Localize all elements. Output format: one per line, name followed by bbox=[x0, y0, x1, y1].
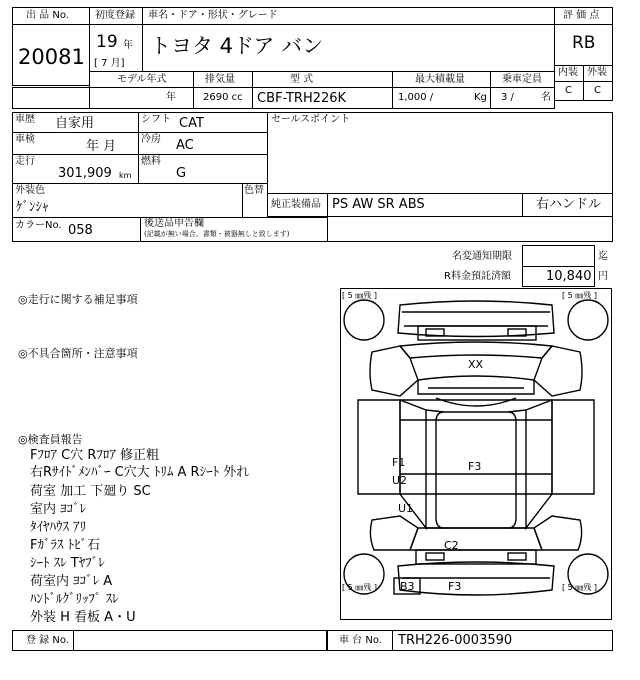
color-no-value: 058 bbox=[68, 223, 93, 238]
displacement-label: 排気量 bbox=[205, 74, 235, 85]
mark-xx: XX bbox=[468, 358, 484, 371]
exterior-label: 外装 bbox=[587, 67, 607, 78]
mileage-unit: km bbox=[119, 171, 132, 180]
first-reg-year: 19 bbox=[96, 32, 118, 52]
report-line: 荷室内 ﾖｺﾞﾚ A bbox=[30, 574, 113, 589]
chassis-label: 車 台 No. bbox=[339, 635, 382, 646]
tire-tread-rear-left: [ 5 ㎜残 ] bbox=[342, 583, 377, 592]
report-line: ｼｰﾄ ｽﾚ Tﾔﾌﾞﾚ bbox=[30, 556, 105, 571]
report-line: 右Rｻｲﾄﾞﾒﾝﾊﾞｰ C穴大 ﾄﾘﾑ A Rｼｰﾄ 外れ bbox=[30, 465, 250, 480]
tire-tread-front-right: [ 5 ㎜残 ] bbox=[562, 291, 597, 300]
inspection-value: 年 月 bbox=[86, 139, 117, 154]
equipment-label: 純正装備品 bbox=[271, 199, 321, 210]
model-label-cell bbox=[252, 71, 393, 88]
eval-label: 評 価 点 bbox=[563, 10, 600, 21]
capacity-unit: 名 bbox=[541, 92, 551, 103]
model-value: CBF-TRH226K bbox=[257, 91, 347, 106]
first-reg-label: 初度登録 bbox=[95, 10, 135, 21]
report-line: Fｶﾞﾗｽ ﾄﾋﾞ石 bbox=[30, 538, 101, 553]
report-line: 室内 ﾖｺﾞﾚ bbox=[30, 502, 87, 517]
model-year-label: モデル年式 bbox=[117, 74, 167, 85]
mark-c2: C2 bbox=[444, 539, 459, 552]
driving-notes-title: ◎走行に関する補足事項 bbox=[18, 293, 138, 306]
ac-value: AC bbox=[176, 138, 194, 153]
report-line: Fﾌﾛｱ C穴 Rﾌﾛｱ 修正粗 bbox=[30, 448, 159, 463]
steering-value: 右ハンドル bbox=[536, 197, 602, 212]
history-label: 車歴 bbox=[15, 114, 35, 125]
inspection-label: 車検 bbox=[15, 134, 35, 145]
equipment-value: PS AW SR ABS bbox=[332, 197, 425, 212]
declaration-label: 後送品申告欄 bbox=[144, 218, 204, 229]
car-damage-diagram bbox=[340, 288, 612, 620]
name-change-cell bbox=[522, 245, 595, 267]
sales-point-label: セールスポイント bbox=[271, 114, 351, 125]
year-unit: 年 bbox=[123, 40, 133, 51]
tire-tread-front-left: [ 5 ㎜残 ] bbox=[342, 291, 377, 300]
fuel-label: 燃料 bbox=[141, 156, 161, 167]
declaration-note: (記載が無い場合、書類・被器無しと致します) bbox=[144, 230, 290, 238]
mark-f3-bottom: F3 bbox=[448, 580, 462, 593]
capacity-value: 3 / bbox=[501, 92, 514, 103]
report-line: 荷室 加工 下廻り SC bbox=[30, 484, 151, 499]
load-value: 1,000 / bbox=[398, 92, 434, 103]
fuel-value: G bbox=[176, 166, 187, 181]
mark-f1: F1 bbox=[392, 456, 406, 469]
recycle-unit: 円 bbox=[598, 271, 608, 282]
color-no-label: カラーNo. bbox=[15, 220, 62, 231]
exterior-value: C bbox=[594, 85, 601, 96]
model-year-value: 年 bbox=[166, 92, 176, 103]
mark-u1: U1 bbox=[398, 502, 414, 515]
history-value: 自家用 bbox=[55, 116, 95, 131]
report-line: 外装 H 看板 A・U bbox=[30, 610, 136, 625]
car-name-label: 車名・ドア・形状・グレード bbox=[148, 10, 278, 21]
name-change-unit: 迄 bbox=[598, 251, 608, 262]
mark-f3: F3 bbox=[468, 460, 482, 473]
exterior-color-value: ｹﾞﾝｼｬ bbox=[16, 200, 49, 215]
load-unit: Kg bbox=[474, 92, 487, 103]
model-label: 型 式 bbox=[290, 74, 314, 85]
ac-label: 冷房 bbox=[141, 134, 161, 145]
reg-no-value-cell bbox=[73, 630, 327, 651]
mark-b3: B3 bbox=[400, 580, 415, 593]
interior-label: 内装 bbox=[558, 67, 578, 78]
eval-value: RB bbox=[572, 33, 596, 53]
car-name: トヨタ 4ドア バン bbox=[150, 34, 324, 58]
tire-tread-rear-right: [ 5 ㎜残 ] bbox=[562, 583, 597, 592]
chassis-value: TRH226-0003590 bbox=[398, 633, 513, 648]
report-line: ﾀｲﾔﾊｳｽ ｱﾘ bbox=[30, 520, 87, 535]
exterior-color-label: 外装色 bbox=[15, 185, 45, 196]
first-reg-month: [ 7 月] bbox=[94, 58, 125, 69]
capacity-label: 乗車定員 bbox=[502, 74, 542, 85]
name-change-label: 名変通知期限 bbox=[452, 251, 512, 262]
shift-value: CAT bbox=[179, 116, 204, 131]
mileage-label: 走行 bbox=[15, 156, 35, 167]
model-year-cell bbox=[89, 87, 194, 109]
report-line: ﾊﾝﾄﾞﾙｸﾞﾘｯﾌﾟ ｽﾚ bbox=[30, 592, 119, 607]
load-label: 最大積載量 bbox=[415, 74, 465, 85]
mileage-value: 301,909 bbox=[58, 166, 112, 181]
lot-number: 20081 bbox=[18, 45, 85, 69]
color-change-label: 色替 bbox=[244, 185, 264, 196]
lot-label: 出 品 No. bbox=[26, 10, 69, 21]
shift-label: シフト bbox=[141, 114, 171, 125]
recycle-value: 10,840 bbox=[546, 269, 592, 284]
inspector-title: ◎検査員報告 bbox=[18, 433, 83, 446]
declaration-area bbox=[327, 216, 613, 242]
displacement-value: 2690 cc bbox=[203, 92, 243, 103]
reg-no-label: 登 録 No. bbox=[26, 635, 69, 646]
interior-value: C bbox=[565, 85, 572, 96]
mark-u2: U2 bbox=[392, 474, 408, 487]
defects-title: ◎不具合箇所・注意事項 bbox=[18, 347, 138, 360]
recycle-label: R料金預託済額 bbox=[444, 271, 511, 282]
spec-blank-cell bbox=[12, 87, 90, 109]
